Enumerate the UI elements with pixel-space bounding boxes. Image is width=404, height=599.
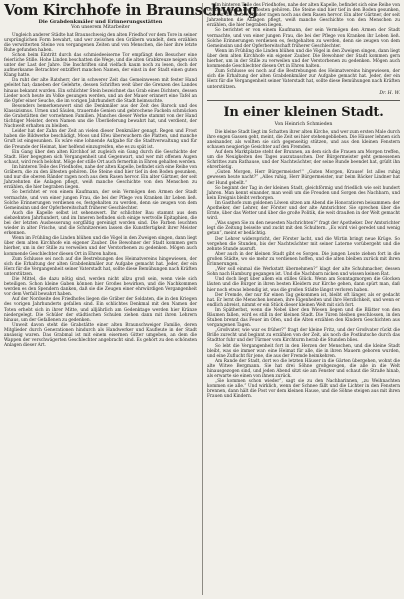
article1-paragraph: Auf der Nordseite des Friedhofes liegen die Gräber der Soldaten, die in den Kriegen des vorigen Jahrhunderts gefallen sind. Ein schlichtes Denkmal mit den Namen der Toten erhebt sich in ihrer Mitte, und alljährlich am Gedenktage werden hier Kränze niedergelegt. Die Schüler der städtischen Schulen ziehen dann mit ihren Lehrern hinaus, um der Gefallenen zu gedenken. bbox=[4, 297, 197, 323]
article1-continuation bbox=[207, 3, 400, 90]
article1-paragraph: Ungleich anderer Städte hat Braunschweig den alten Friedhof vor dem Tore in seiner ursprünglichen Form bewahrt, und wer zwischen den Gräbern wandelt, dem erzählen die verwitterten Steine von vergangenen Zeiten und von Menschen, die hier ihre letzte Ruhe gefunden haben. bbox=[4, 32, 197, 53]
article1-paragraph: So berichtet er von einem Kaufmann, der sein Vermögen den Armen der Stadt vermachte, und von einer jungen Frau, die bei der Pflege von Kranken ihr Leben ließ. Solche Erinnerungen verdienen es, festgehalten zu werden, denn sie zeugen von dem Gemeinsinn und der Opferbereitschaft früherer Geschlechter. bbox=[4, 190, 197, 211]
article2-byline: Von Heinrich Schmieden bbox=[274, 122, 333, 128]
article2-paragraph: „Was sagen Sie zu den neuesten Nachrichten?“ fragt der Apotheker. Der Amtsrichter legt die Zeitung beiseite und zuckt mit den Schultern. „Es wird viel geredet und wenig getan“, meint er bedächtig. bbox=[207, 221, 400, 237]
article1-body bbox=[4, 33, 197, 349]
article1-paragraph: Wenn im Frühling die Linden blühen und die Vögel in den Zweigen singen, dann liegt über dem alten Kirchhofe ein eigener Zauber. Die Bewohner der Stadt kommen gern hierher, um in der Stille zu verweilen und der Verstorbenen zu gedenken. Mögen auch kommende Geschlechter diesen Ort in Ehren halten. bbox=[4, 236, 197, 257]
article1-paragraph: Leider hat der Zahn der Zeit an vielen dieser Denkmäler genagt. Regen und Frost haben die Bildwerke beschädigt, Moos und Efeu überwuchern die Platten, und manche Gruft ist eingesunken. Es wäre eine lohnende Aufgabe für die Stadtverwaltung und für die Freunde der Heimat, hier helfend einzugreifen, ehe es zu spät ist. bbox=[4, 129, 197, 150]
article2-paragraph: So beginnt der Tag in der kleinen Stadt, gleichförmig und friedlich wie seit hundert Jahren. Man kennt einander, man weiß um die Freuden und Sorgen des Nachbarn, und kein Ereignis bleibt verborgen. bbox=[207, 185, 400, 201]
article1-paragraph: Da ruht der alte Ratsherr, der in schwerer Zeit das Gemeinwesen mit fester Hand geleitet hat; daneben der Gelehrte, dessen Schriften weit über die Grenzen des Landes hinaus bekannt wurden. Ein schlichter Stein bezeichnet das Grab eines Dichters, dessen Lieder noch heute im Volke gesungen werden, und an der Mauer erinnert eine Tafel an die Opfer einer Seuche, die im vorigen Jahrhundert die Stadt heimsuchte. bbox=[4, 78, 197, 104]
article2-paragraph: Und doch liegt über allem ein stilles Glück. Wenn am Sonntagmorgen die Glocken läuten und die Bürger in ihren besten Kleidern zur Kirche gehen, dann spürt man, daß hier noch etwas lebendig ist, was die großen Städte längst verloren haben. bbox=[207, 277, 400, 293]
article1-paragraph: Schon beim Eintritt durch das schmiedeeiserne Tor empfängt den Besucher eine feierliche Stille. Hohe Linden beschatten die Wege, und die alten Grabkreuze neigen sich unter der Last der Jahre. Die Inschriften sind vielfach kaum noch zu lesen, doch der aufmerksame Betrachter entziffert manchen Namen, der einst in der Stadt einen guten Klang hatte. bbox=[4, 52, 197, 79]
article2-paragraph: „Sie kommen schon wieder“, sagt sie zu den Nachbarinnen, „zu Weihnachten kommen sie alle.“ Und wirklich, wenn der Schnee fällt und die Lichter in den Fenstern brennen, dann hält die Post vor dem kleinen Hause, und die Söhne steigen aus mit ihren Frauen und Kindern. bbox=[207, 379, 400, 400]
article1-paragraph: Ein Gang über den alten Kirchhof ist zugleich ein Gang durch die Geschichte der Stadt. Hier begegnen sich Vergangenheit und Gegenwart, und wer mit offenen Augen schaut, wird reich belohnt. Möge der stille Ort auch fernerhin in Ehren gehalten werden. bbox=[4, 149, 197, 165]
article2-paragraph: Der Fremde, der nur für einen Tag gekommen ist, bleibt oft länger, als er gedacht hat. Er lernt die Menschen kennen, ihre Eigenheiten und ihre Herzlichkeit, und wenn er endlich abreist, nimmt er ein Stück dieser kleinen Welt mit sich fort. bbox=[207, 292, 400, 308]
article1-byline: Von unserem Mitarbeiter bbox=[71, 25, 130, 30]
article1-paragraph: Im hinteren Teile des Friedhofes, nahe der alten Kapelle, befindet sich eine Reihe von Gräbern, die zu den ältesten gehören. Die Steine sind hier tief in den Boden gesunken, und nur die oberen Ränder ragen noch aus dem Rasen hervor. Ein alter Gärtner, der seit Jahrzehnten die Anlagen pflegt, weiß manche Geschichte von den Menschen zu erzählen, die hier begraben liegen. bbox=[207, 3, 400, 29]
article1-paragraph: Im hinteren Teile des Friedhofes, nahe der alten Kapelle, befindet sich eine Reihe von Gräbern, die zu den ältesten gehören. Die Steine sind hier tief in den Boden gesunken, und nur die oberen Ränder ragen noch aus dem Rasen hervor. Ein alter Gärtner, der seit Jahrzehnten die Anlagen pflegt, weiß manche Geschichte von den Menschen zu erzählen, die hier begraben liegen. bbox=[4, 164, 197, 191]
page-columns bbox=[4, 3, 400, 595]
article2-paragraph: Im Spätherbst, wenn die Nebel über den Wiesen liegen und die Blätter von den Bäumen fallen, wird es still in der kleinen Stadt. Die Türen bleiben geschlossen, in den Stuben brennt das Feuer im Ofen, und die Alten erzählen den Kindern Geschichten aus vergangenen Tagen. bbox=[207, 307, 400, 329]
article2 bbox=[207, 105, 400, 399]
article1-subheadline: Die Grabdenkmäler und Erinnerungsstätten bbox=[38, 19, 163, 25]
article1-paragraph: So berichtet er von einem Kaufmann, der sein Vermögen den Armen der Stadt vermachte, und von einer jungen Frau, die bei der Pflege von Kranken ihr Leben ließ. Solche Erinnerungen verdienen es, festgehalten zu werden, denn sie zeugen von dem Gemeinsinn und der Opferbereitschaft früherer Geschlechter. bbox=[207, 28, 400, 49]
article1-paragraph: Besonders bemerkenswert sind die Denkmäler aus der Zeit des Barock und des Klassizismus. Urnen und Säulen, trauernde Genien und gebrochene Fackeln schmücken die Grabstätten der vornehmen Familien. Manches dieser Werke stammt von der Hand tüchtiger Meister, deren Namen uns die Überlieferung bewahrt hat, und verdient, der Nachwelt erhalten zu bleiben. bbox=[4, 103, 197, 130]
right-column bbox=[202, 3, 400, 595]
article2-paragraph: „Großvater, wie war es früher?“ fragt der kleine Fritz, und der Großvater rückt die Brille zurecht und beginnt zu erzählen von der Zeit, als noch die Postkutsche durch das Stadttor fuhr und der Türmer vom Kirchturm herab die Stunden blies. bbox=[207, 328, 400, 344]
article2-headline: In einer kleinen Stadt. bbox=[223, 105, 384, 121]
article1-paragraph: Unweit davon steht die Grabstätte einer alten Braunschweiger Familie, deren Mitglieder durch Generationen hindurch als Handwerker und Kaufleute in der Stadt ansässig waren. Das Grabmal ist mit einem eisernen Gitter umgeben, an dem die Wappen der verschwägerten Geschlechter angebracht sind. Es gehört zu den schönsten Anlagen dieser Art. bbox=[4, 322, 197, 349]
article1-paragraph: Zum Schlusse sei noch auf die Bestrebungen des Heimatvereins hingewiesen, der sich die Erhaltung der alten Grabdenkmäler zur Aufgabe gemacht hat. Jeder, der ein Herz für die Vergangenheit seiner Vaterstadt hat, sollte diese Bemühungen nach Kräften unterstützen. bbox=[207, 69, 400, 90]
article2-paragraph: „Guten Morgen, Herr Bürgermeister!“ „Guten Morgen, Krause! Ist alles ruhig gewesen heute nacht?“ „Alles ruhig, Herr Bürgermeister, nur beim Bäcker Lindner hat der Hund gebellt.“ bbox=[207, 170, 400, 186]
article2-paragraph: „Wer soll einmal die Werkstatt übernehmen?“ klagt der alte Schuhmacher, dessen Sohn nach Hamburg gegangen ist. Und die Nachbarn nicken und wissen keinen Rat. bbox=[207, 267, 400, 278]
article1-paragraph: Wenn im Frühling die Linden blühen und die Vögel in den Zweigen singen, dann liegt über dem alten Kirchhofe ein eigener Zauber. Die Bewohner der Stadt kommen gern hierher, um in der Stille zu verweilen und der Verstorbenen zu gedenken. Mögen auch kommende Geschlechter diesen Ort in Ehren halten. bbox=[207, 48, 400, 70]
article2-paragraph: Am Rande der Stadt, dort wo die letzten Häuser in die Gärten übergehen, wohnt die alte Witwe Bergmann. Sie hat drei Söhne großgezogen, die alle in die Welt hinausgezogen sind, und jeden Abend sitzt sie am Fenster und schaut die Straße hinab, als erwarte sie einen von ihnen zurück. bbox=[207, 358, 400, 380]
article1-paragraph: Auch die Kapelle selbst ist sehenswert. Ihr schlichter Bau stammt aus dem siebzehnten Jahrhundert, und im Inneren befinden sich einige wertvolle Epitaphien, die bei der letzten Ausbesserung sorgfältig gereinigt worden sind. Die Farben leuchten wieder in alter Frische, und die Schnitzereien lassen die Kunstfertigkeit ihrer Meister erkennen. bbox=[4, 210, 197, 237]
left-column bbox=[4, 2, 258, 595]
article2-paragraph: So lebt die Vergangenheit fort in den Herzen der Menschen, und die kleine Stadt bleibt, was sie immer war: eine Heimat für alle, die in ihren Mauern geboren wurden, und eine Zuflucht für jene, die aus der Fremde heimkehren. bbox=[207, 343, 400, 359]
article2-paragraph: Auf dem Marktplatze steht der Brunnen, an dem sich die Frauen am Morgen treffen, um die Neuigkeiten des Tages auszutauschen. Der Bürgermeister geht gemessenen Schrittes zum Rathause, und der Nachtwächter, der seine Runde beendet hat, grüßt ihn ehrerbietig. bbox=[207, 149, 400, 171]
article2-paragraph: Der Lehrer widerspricht, der Förster lacht, und die Wirtin bringt neue Krüge. So vergehen die Stunden, bis der Nachtwächter mit seiner Laterne vorübergeht und die zehnte Stunde ausruft. bbox=[207, 236, 400, 252]
article1-headline: Vom Kirchhofe in Braunschweig bbox=[4, 2, 258, 19]
article1-paragraph: Zum Schlusse sei noch auf die Bestrebungen des Heimatvereins hingewiesen, der sich die Erhaltung der alten Grabdenkmäler zur Aufgabe gemacht hat. Jeder, der ein Herz für die Vergangenheit seiner Vaterstadt hat, sollte diese Bemühungen nach Kräften unterstützen. bbox=[4, 256, 197, 277]
article2-paragraph: Aber auch in der kleinen Stadt gibt es Sorgen. Die jungen Leute ziehen fort in die großen Städte, wo sie mehr zu verdienen hoffen, und die alten bleiben zurück mit ihren Erinnerungen. bbox=[207, 251, 400, 268]
article-divider bbox=[207, 100, 400, 101]
article2-paragraph: Die kleine Stadt liegt im Schatten ihrer alten Kirche, und wer zum ersten Male durch ihre engen Gassen geht, meint, die Zeit sei hier stehengeblieben. Die Häuser lehnen sich aneinander, als wollten sie sich gegenseitig stützen, und aus den kleinen Fenstern schauen neugierige Gesichter auf den Fremden. bbox=[207, 129, 400, 150]
article1-paragraph: Die Mittel, die dazu nötig sind, werden nicht allzu groß sein, wenn viele sich beteiligen. Schon kleine Gaben können hier Großes bewirken, und die Nachkommen werden es den Spendern danken, daß sie die Zeugen einer ehrwürdigen Vergangenheit vor dem Verfall bewahrt haben. bbox=[4, 277, 197, 298]
article2-body bbox=[207, 130, 400, 400]
article1-signature: Dr. H. W. bbox=[379, 90, 400, 96]
article2-paragraph: Im Gasthofe zum goldenen Löwen sitzen am Abend die Honoratioren beisammen: der Apotheker, der Lehrer, der Förster und der alte Amtsrichter. Sie sprechen über die Ernte, über das Wetter und über die große Politik, die weit draußen in der Welt gemacht wird. bbox=[207, 200, 400, 222]
